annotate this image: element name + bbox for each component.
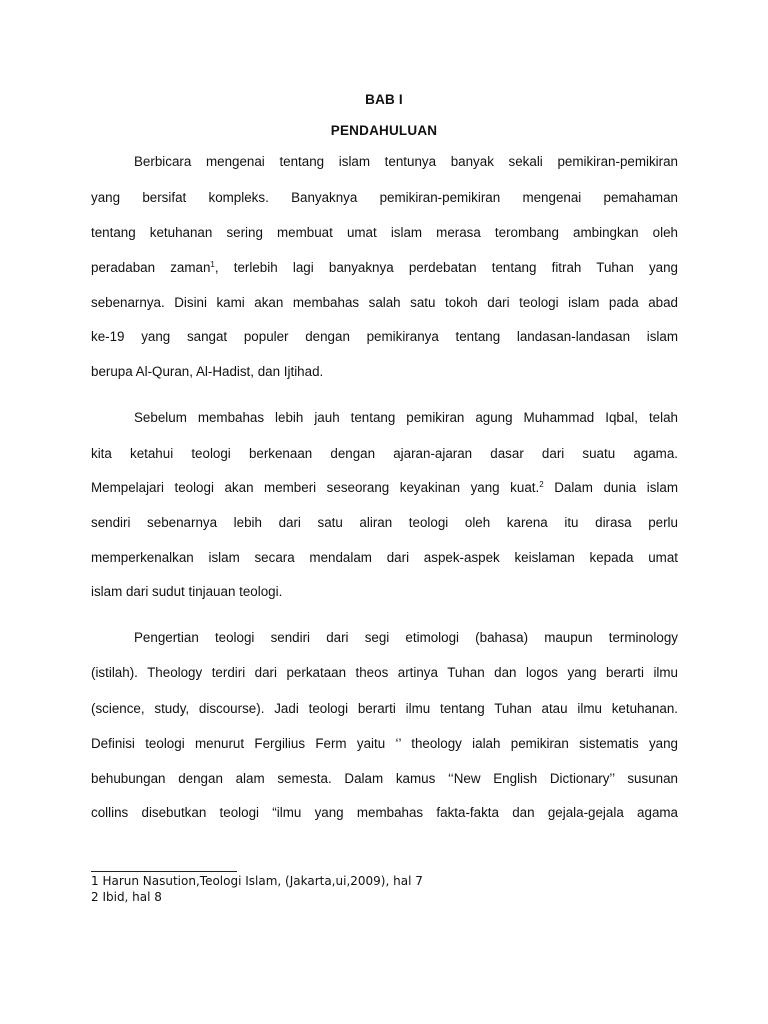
text-line: Sebelum membahas lebih jauh tentang pemikiran agung Muhammad Iqbal, telah (134, 410, 678, 425)
text-line: Berbicara mengenai tentang islam tentunya banyak sekali pemikiran-pemikiran (134, 154, 678, 169)
text-line: tentang ketuhanan sering membuat umat islam merasa terombang ambingkan oleh (91, 225, 678, 240)
footnote-2: 2 Ibid, hal 8 (91, 890, 162, 904)
text-line: kita ketahui teologi berkenaan dengan ajaran-ajaran dasar dari suatu agama. (91, 446, 678, 461)
footnote-separator (91, 871, 237, 872)
text-line (91, 259, 678, 277)
text-line: Pengertian teologi sendiri dari segi etimologi (bahasa) maupun terminology (134, 630, 678, 645)
text-fragment: Mempelajari teologi akan memberi seseorang keyakinan yang kuat. (91, 480, 540, 495)
text-line: ke-19 yang sangat populer dengan pemikiranya tentang landasan-landasan islam (91, 329, 678, 344)
text-line: sendiri sebenarnya lebih dari satu aliran teologi oleh karena itu dirasa perlu (91, 515, 678, 530)
text-line: islam dari sudut tinjauan teologi. (91, 584, 283, 599)
footnote-ref: 1 (210, 260, 215, 269)
text-line: memperkenalkan islam secara mendalam dari aspek-aspek keislaman kepada umat (91, 550, 678, 565)
text-line (91, 479, 678, 497)
footnote-ref: 2 (539, 480, 544, 489)
text-line: sebenarnya. Disini kami akan membahas salah satu tokoh dari teologi islam pada abad (91, 295, 678, 310)
chapter-heading: BAB I (365, 92, 403, 107)
footnote-1: 1 Harun Nasution,Teologi Islam, (Jakarta,ui,2009), hal 7 (91, 874, 423, 888)
text-line: collins disebutkan teologi “ilmu yang membahas fakta-fakta dan gejala-gejala agama (91, 805, 678, 820)
text-line: yang bersifat kompleks. Banyaknya pemikiran-pemikiran mengenai pemahaman (91, 190, 678, 205)
text-line: berupa Al-Quran, Al-Hadist, dan Ijtihad. (91, 364, 324, 379)
chapter-title: PENDAHULUAN (330, 123, 438, 138)
text-line: (science, study, discourse). Jadi teologi berarti ilmu tentang Tuhan atau ilmu ketuhanan. (91, 701, 678, 716)
text-line: (istilah). Theology terdiri dari perkataan theos artinya Tuhan dan logos yang berarti ilmu (91, 665, 678, 680)
text-line: behubungan dengan alam semesta. Dalam kamus ‘‘New English Dictionary’’ susunan (91, 771, 678, 786)
text-fragment: , terlebih lagi banyaknya perdebatan tentang fitrah Tuhan yang (214, 260, 678, 275)
text-fragment: peradaban zaman (91, 260, 211, 275)
text-fragment: Dalam dunia islam (543, 480, 679, 495)
text-line: Definisi teologi menurut Fergilius Ferm yaitu ‘’ theology ialah pemikiran sistematis yang (91, 736, 678, 751)
